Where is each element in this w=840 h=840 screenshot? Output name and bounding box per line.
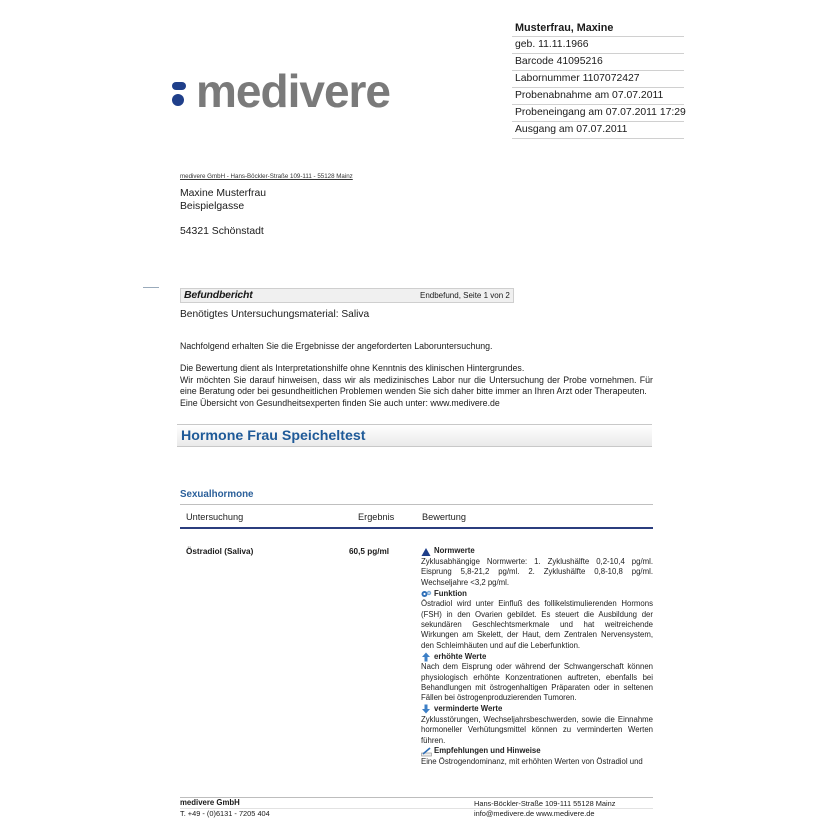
footer-company: medivere GmbH (180, 798, 240, 807)
high-values-heading: erhöhte Werte (421, 651, 653, 662)
output-date: Ausgang am 07.07.2011 (512, 122, 684, 139)
disclaimer-line: Wir möchten Sie darauf hinweisen, dass wir als medizinisches Labor nur die Untersuchung der Probe vornehmen. Für eine Beratung oder bei gesundheitlichen Problemen wenden Sie sich daher bitte immer an Ihren Arzt oder Therapeuten. (180, 374, 653, 397)
test-name: Östradiol (Saliva) (186, 547, 254, 556)
normal-values-text: Zyklusabhängige Normwerte: 1. Zyklushälfte 0,2-10,4 pg/ml. Eisprung 5,8-21,2 pg/ml. 2. Zyklushälfte 0,8-10,8 pg/ml. Wechseljahre <3,2 pg/ml. (421, 557, 653, 587)
recommendations-text: Eine Östrogendominanz, mit erhöhten Werten von Östradiol und (421, 757, 643, 767)
column-header-test: Untersuchung (186, 512, 244, 522)
patient-barcode: Barcode 41095216 (512, 54, 684, 71)
test-result: 60,5 pg/ml (349, 547, 390, 556)
report-title: Befundbericht (184, 289, 253, 301)
patient-birthdate: geb. 11.11.1966 (512, 37, 684, 54)
sample-received-date: Probeneingang am 07.07.2011 17:29 (512, 105, 684, 122)
high-values-text: Nach dem Eisprung oder während der Schwangerschaft können physiologisch erhöhte Konzentrationen auftreten, ebenfalls bei Behandlungen mit östrogenhaltigen Präparaten oder in seltenen Fällen bei östrogenproduzierenden Tumoren. (421, 662, 653, 703)
section-title: Hormone Frau Speicheltest (181, 428, 366, 444)
arrow-down-icon (421, 704, 431, 714)
evaluation-text (421, 546, 653, 768)
patient-lab-number: Labornummer 1107072427 (512, 71, 684, 88)
recipient-zip-city: 54321 Schönstadt (180, 226, 264, 237)
column-header-evaluation: Bewertung (422, 512, 466, 522)
function-text: Östradiol wird unter Einfluß des follikelstimulierenden Hormons (FSH) in den Ovarien gebildet. Es steuert die Ausbildung der sekundären Geschlechtsmerkmale und hat weitreichende Wirkungen am Skelett, der Haut, dem Zentralen Nervensystem, den Schleimhäuten und auf die Leberfunktion. (421, 599, 653, 650)
disclaimer-line: Die Bewertung dient als Interpretationshilfe ohne Kenntnis des klinischen Hintergrundes. (180, 363, 525, 373)
recipient-name: Maxine Musterfrau (180, 188, 267, 199)
column-header-result: Ergebnis (358, 512, 395, 522)
recipient-street: Beispielgasse (180, 201, 245, 212)
function-heading: Funktion (421, 588, 653, 599)
arrow-up-icon (421, 652, 431, 662)
footer-divider (180, 797, 653, 798)
low-values-text: Zyklusstörungen, Wechseljahrsbeschwerden, sowie die Einnahme hormoneller Verhütungsmittel können zu verminderten Werten führen. (421, 714, 653, 745)
footer-phone: T. +49 - (0)6131 - 7205 404 (180, 809, 270, 818)
logo-text: medivere (196, 65, 391, 117)
intro-paragraph: Nachfolgend erhalten Sie die Ergebnisse der angeforderten Laboruntersuchung. (180, 341, 493, 351)
patient-name: Musterfrau, Maxine (512, 20, 684, 37)
fold-mark (143, 287, 159, 288)
patient-info-box (512, 20, 684, 139)
table-divider (180, 504, 653, 505)
normal-values-heading: Normwerte (421, 546, 653, 557)
pencil-icon (421, 747, 431, 757)
footer-street: Hans-Böckler-Straße 109-111 55128 Mainz (474, 799, 616, 808)
table-header-rule (180, 527, 653, 529)
company-logo (170, 66, 390, 116)
logo-mark-icon (170, 74, 190, 108)
low-values-heading: verminderte Werte (421, 704, 653, 715)
triangle-icon (421, 547, 431, 557)
report-status: Endbefund, Seite 1 von 2 (420, 291, 510, 300)
disclaimer-line: Eine Übersicht von Gesundheitsexperten finden Sie auch unter: www.medivere.de (180, 397, 500, 408)
recommendations-heading: Empfehlungen und Hinweise (421, 746, 653, 757)
subsection-title: Sexualhormone (180, 489, 254, 500)
sample-taken-date: Probenabnahme am 07.07.2011 (512, 88, 684, 105)
recipient-address (180, 187, 266, 213)
sample-material: Benötigtes Untersuchungsmaterial: Saliva (180, 309, 370, 320)
disclaimer-paragraph (180, 363, 653, 409)
footer-contact: info@medivere.de www.medivere.de (474, 809, 595, 818)
sender-line: medivere GmbH - Hans-Böckler-Straße 109-111 - 55128 Mainz (180, 173, 353, 180)
gears-icon (421, 589, 431, 599)
